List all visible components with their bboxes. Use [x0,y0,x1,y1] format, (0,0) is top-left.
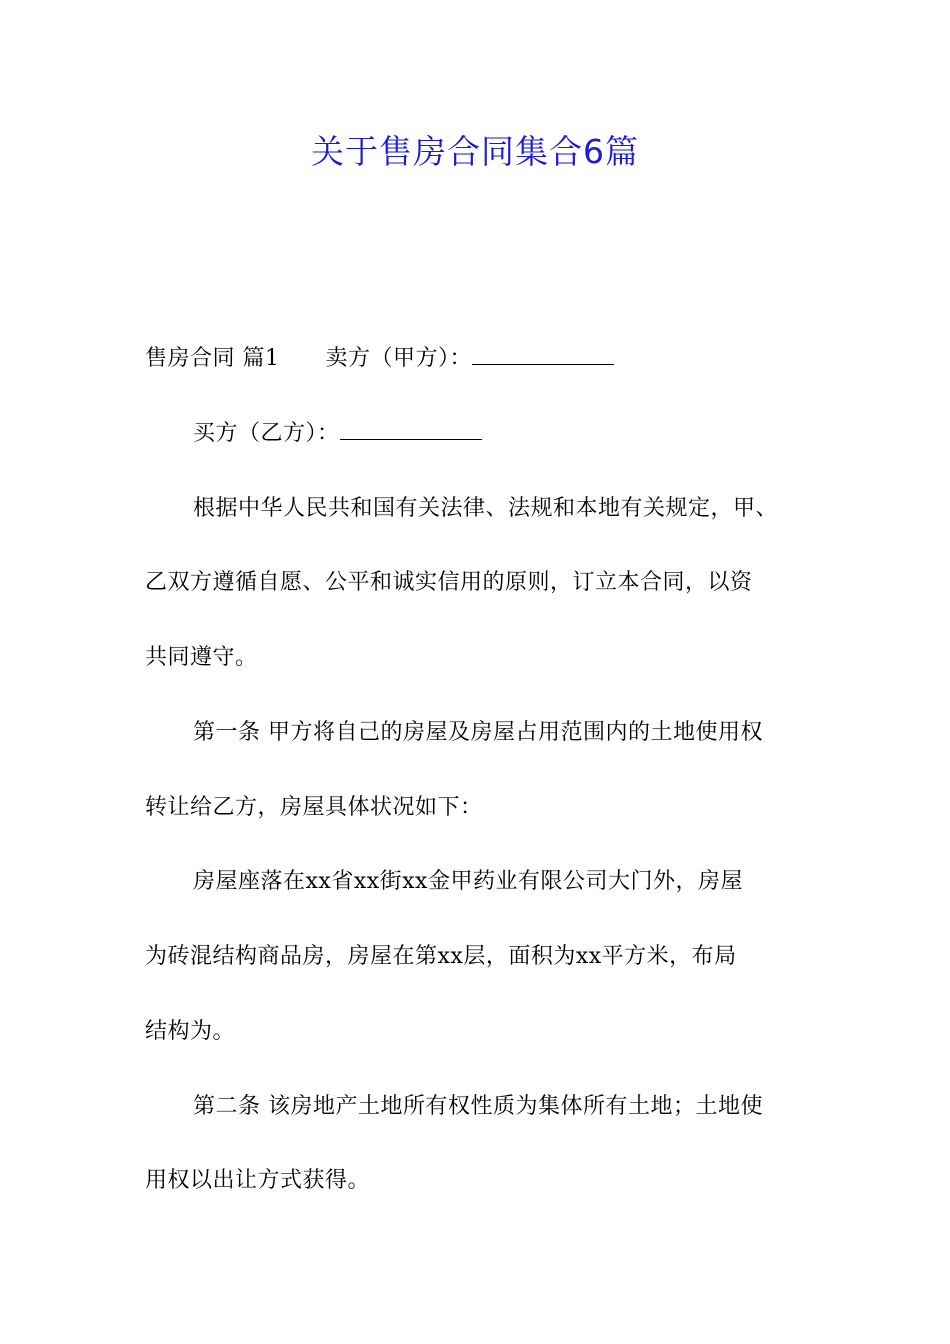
seller-label: 卖方（甲方）： [325,346,473,371]
document-title: 关于售房合同集合6篇 [311,132,639,171]
paragraph-line: 乙双方遵循自愿、公平和诚实信用的原则，订立本合同，以资 [145,570,753,595]
article-1-line: 第一条 甲方将自己的房屋及房屋占用范围内的土地使用权 [193,720,763,745]
paragraph-line: 根据中华人民共和国有关法律、法规和本地有关规定，甲、 [193,496,779,521]
paragraph-line: 房屋座落在xx省xx街xx金甲药业有限公司大门外，房屋 [193,869,743,894]
buyer-label: 买方（乙方）： [193,421,340,446]
paragraph-line: 用权以出让方式获得。 [145,1168,371,1193]
seller-blank-field [472,346,614,365]
buyer-blank-field [340,421,482,440]
paragraph-line: 共同遵守。 [145,645,258,670]
paragraph-line: 转让给乙方，房屋具体状况如下： [145,795,483,820]
contract-heading-line [145,344,614,374]
paragraph-line: 结构为。 [145,1019,236,1044]
section-label: 售房合同 篇1 [145,346,280,371]
buyer-line [193,419,482,449]
article-2-line: 第二条 该房地产土地所有权性质为集体所有土地；土地使 [193,1094,763,1119]
paragraph-line: 为砖混结构商品房，房屋在第xx层，面积为xx平方米，布局 [145,944,737,969]
